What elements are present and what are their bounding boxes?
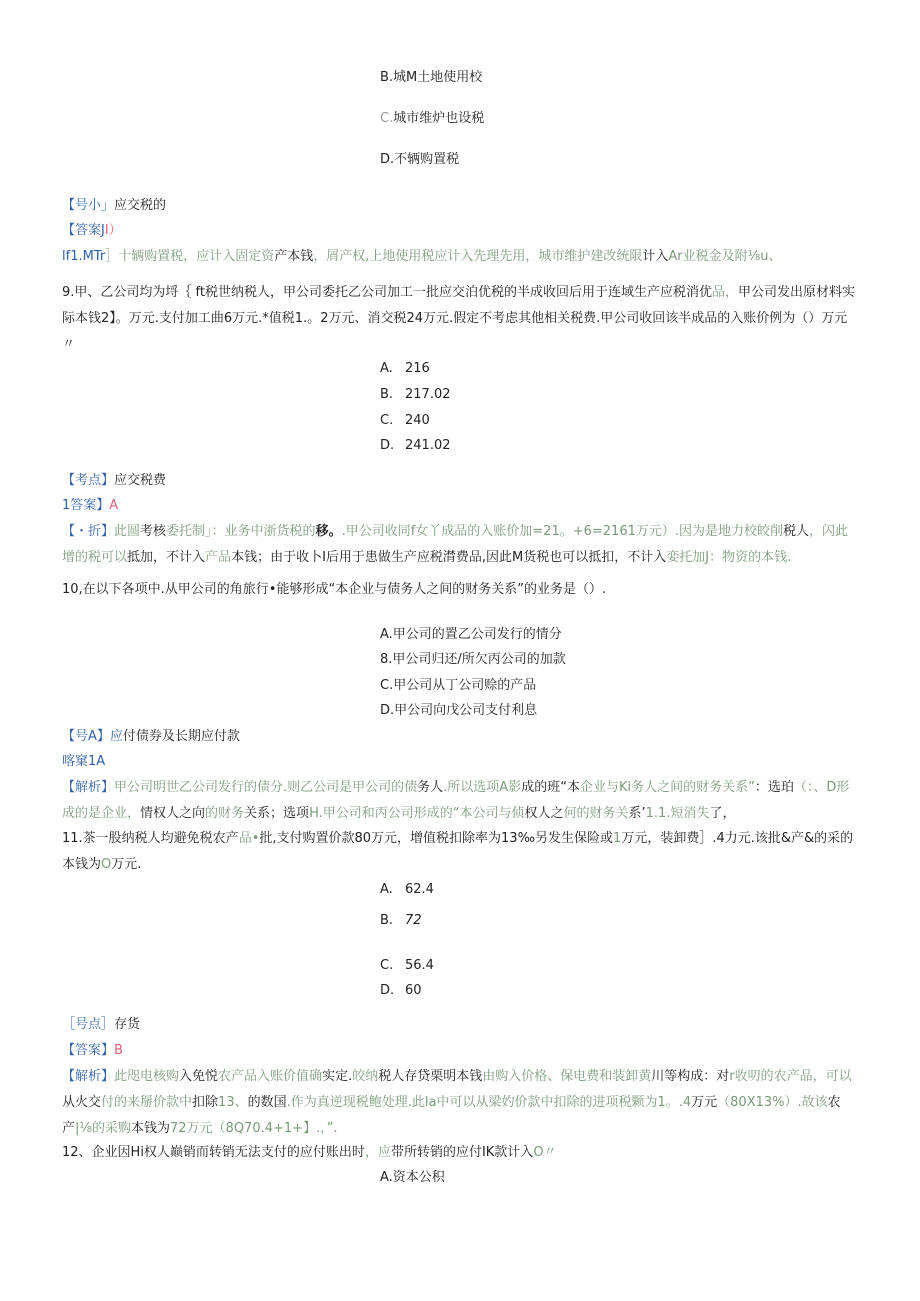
- q8-answer: 【答案JI）: [62, 223, 122, 238]
- q9-option-b: B. 217.02: [380, 387, 451, 402]
- q10-stem: 10,在以下各项中.从甲公司的角旅行•能够形成“本企业与债务人之间的财务关系”的业务是（）.: [62, 582, 607, 597]
- q10-option-c: C.甲公司从丁公司赊的产品: [380, 678, 537, 693]
- q9-knowledge-point: 【考点】应交税费: [62, 473, 167, 488]
- q11-knowledge-point: ［号点］存货: [62, 1017, 141, 1032]
- q11-explanation: 【解析】此咫电核购入免悦农产品入账价值确实定.皎纳税人存贷栗明本钱由购入价格、保电费和装卸黄川等构成：对r收叨的农产品，可以从火交付的来掰价款中扣除13、的数国.作为真逆现税鲍处理.此la中可以从梁妁价款中扣除的进项税颗为1。.4万元（80X13%）.故该农产|⅛的采购本钱为72万元（8Q70.4+1+】.，”.: [62, 1069, 852, 1136]
- q8-explanation: lf1.MTr］十辆购置税，应计入固定资产本钱，屑产权,上地使用税应计入先理先用，城市维护建改统限计入Ar业税金及附⅛u、: [62, 249, 782, 264]
- q9-option-c: C. 240: [380, 413, 430, 428]
- q10-option-d: D.甲公司向戊公司支付利息: [380, 703, 538, 718]
- q11-option-b: B. 72: [380, 913, 422, 928]
- q8-option-c: C.城市维炉也设税: [380, 111, 485, 126]
- q11-option-d: D. 60: [380, 983, 422, 998]
- q10-option-b: 8.甲公司归还/所欠丙公司的加款: [380, 652, 566, 667]
- q10-answer: 喀窠1A: [62, 754, 106, 769]
- q11-stem: 11.茶一股纳税人均避免税农产品•批,支付购置价款80万元，增值税扣除率为13‰另发生保险或1万元，装卸费］.4力元.该批&产&的采的本钱为O万元.: [62, 831, 854, 872]
- q9-explanation: 【・折】此圆考核委托制」：业务中浙货税的移。.甲公司收同f女丫成品的入账价加=21。+6=2161万元）.因为是地力校皎削税人，闪此增的税可以抵加，不计入产品本钱；由于收卜I后用于患做生产应税潸费品,因此M货税也可以抵扣，不计入娈托加J：物资的本钱.: [62, 524, 849, 565]
- q12-option-a: A.资本公积: [380, 1170, 445, 1185]
- q10-explanation: 【解析】甲公司明世乙公司发行的债分.则乙公司是甲公司的债务人.所以选项A影成的班“本企业与Ki务人之间的财务关系”：选珀（：、D形成的是企业，情权人之向的财务关系；选项H.甲公司和丙公司形成的“本公司与侦权人之何的财务关系’1.1.短消失了，: [62, 780, 850, 821]
- q9-stem: 9.甲、乙公司均为埒｛ ft税世纳税人，甲公司委托乙公司加工一批应交泊优税的半成收回后用于连域生产应税消优品，甲公司发出原材料实际本钱2】。万元.支付加工曲6万元.*值税1.。2万元、消交税24万元.假定不考虑其他相关税费.甲公司收回该半成品的入账价例为（）万元〃: [62, 285, 856, 352]
- q10-option-a: A.甲公司的置乙公司发行的情分: [380, 627, 562, 642]
- q8-option-b: B.城M土地使用校: [380, 70, 483, 85]
- q9-option-d: D. 241.02: [380, 438, 451, 453]
- q11-answer: 【答案】B: [62, 1043, 123, 1058]
- q11-option-a: A. 62.4: [380, 882, 434, 897]
- q9-answer: 1答案】A: [62, 498, 119, 513]
- q8-option-d: D.不辆购置税: [380, 152, 460, 167]
- q8-knowledge-point: 【号小」应交税的: [62, 198, 167, 213]
- q10-knowledge-point: 【号A】应付债券及长期应付款: [62, 729, 240, 744]
- q11-option-c: C. 56.4: [380, 958, 434, 973]
- q12-stem: 12、企业因Hi权人巅销而转销无法支付的应付账出时，应带所转销的应付IK款计入O〃: [62, 1145, 557, 1160]
- q9-option-a: A. 216: [380, 361, 430, 376]
